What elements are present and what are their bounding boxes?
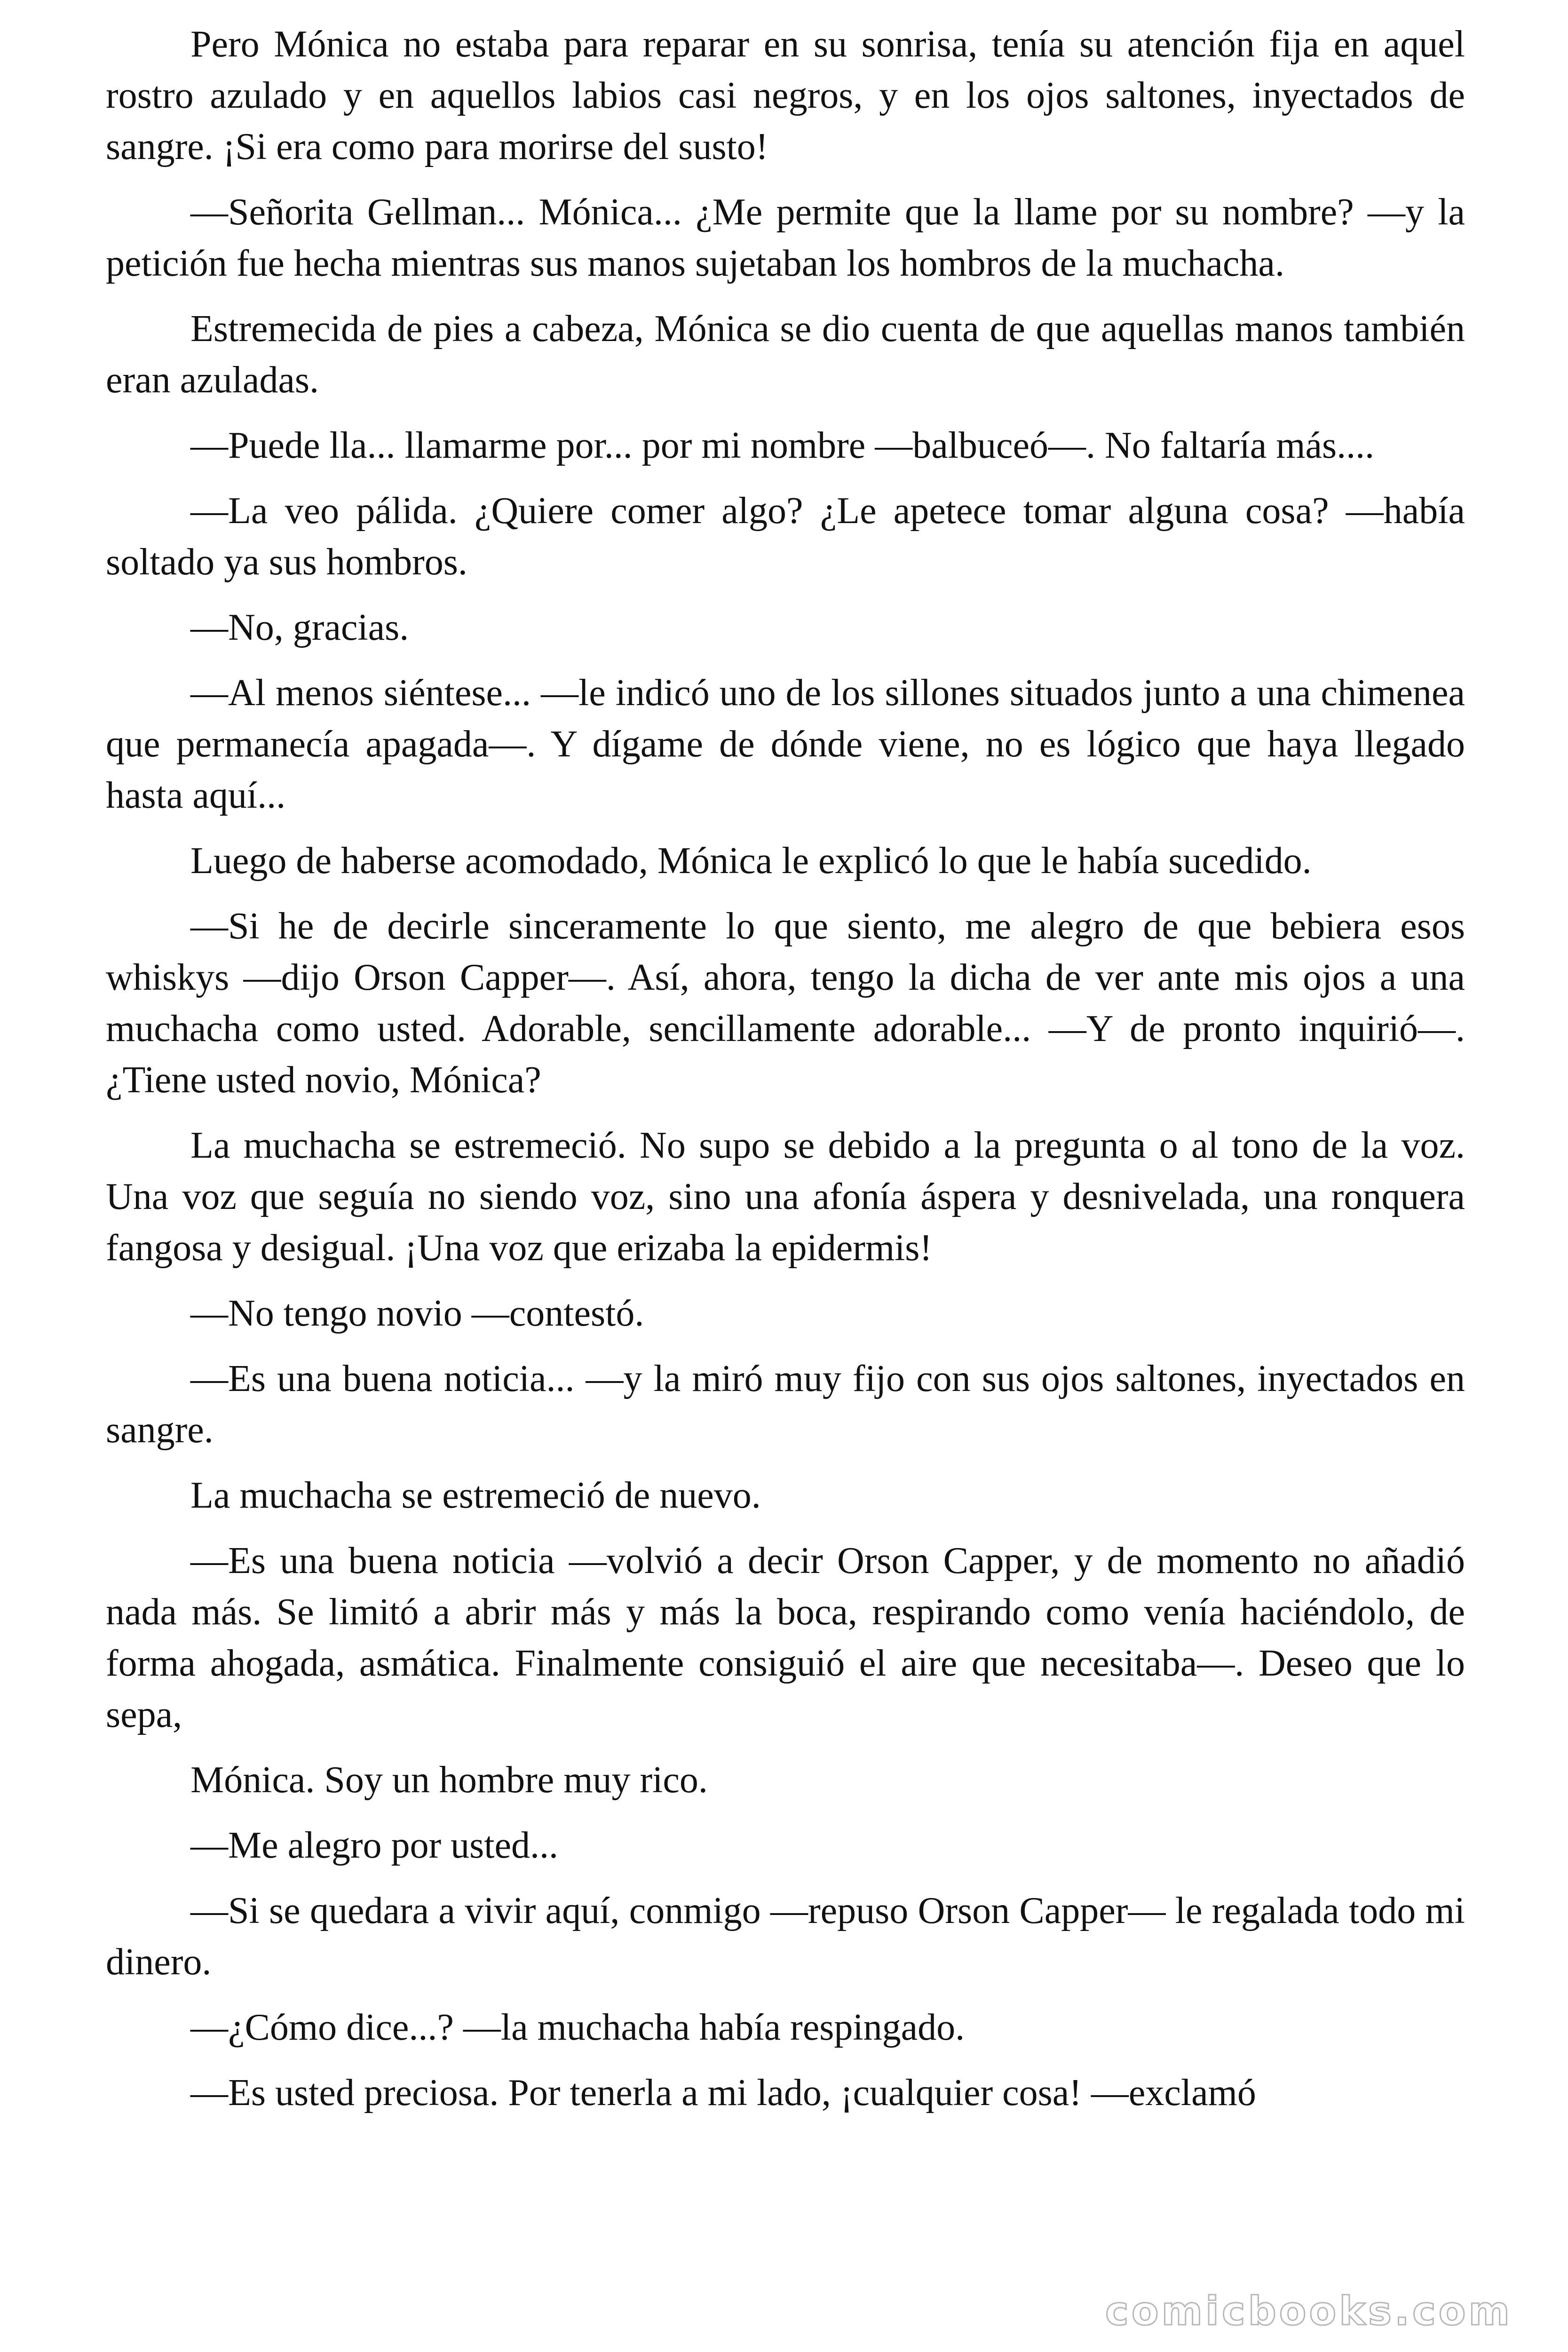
paragraph: —Señorita Gellman... Mónica... ¿Me permite que la llame por su nombre? —y la petición fue hecha mientras sus manos sujetaban los hombros de la muchacha. <box>106 191 1465 284</box>
paragraph: —La veo pálida. ¿Quiere comer algo? ¿Le apetece tomar alguna cosa? —había soltado ya sus hombros. <box>106 490 1465 583</box>
paragraph: —Si se quedara a vivir aquí, conmigo —repuso Orson Capper— le regalada todo mi dinero. <box>106 1890 1465 1983</box>
paragraph: La muchacha se estremeció. No supo se debido a la pregunta o al tono de la voz. Una voz que seguía no siendo voz, sino una afonía áspera y desnivelada, una ronquera fangosa y desigual. ¡Una voz que erizaba la epidermis! <box>106 1125 1465 1269</box>
paragraph: Luego de haberse acomodado, Mónica le explicó lo que le había sucedido. <box>190 840 1312 882</box>
paragraph: —¿Cómo dice...? —la muchacha había respingado. <box>190 2007 965 2048</box>
paragraph: —Es una buena noticia... —y la miró muy fijo con sus ojos saltones, inyectados en sangre. <box>106 1358 1465 1451</box>
paragraph: —No tengo novio —contestó. <box>190 1293 644 1334</box>
watermark: comicbooks.com <box>1101 2288 1516 2334</box>
paragraph: —Me alegro por usted... <box>190 1825 559 1866</box>
paragraph: Mónica. Soy un hombre muy rico. <box>190 1759 708 1801</box>
paragraph: —Al menos siéntese... —le indicó uno de los sillones situados junto a una chimenea que permanecía apagada—. Y dígame de dónde viene, no es lógico que haya llegado hasta aquí... <box>106 672 1465 816</box>
paragraph: —Es una buena noticia —volvió a decir Orson Capper, y de momento no añadió nada más. Se limitó a abrir más y más la boca, respirando como venía haciéndolo, de forma ahogada, asmática. Finalmente consiguió el aire que necesitaba—. Deseo que lo sepa, <box>106 1540 1465 1735</box>
paragraph: —Puede lla... llamarme por... por mi nombre —balbuceó—. No faltaría más.... <box>190 425 1375 466</box>
paragraph: —Si he de decirle sinceramente lo que siento, me alegro de que bebiera esos whiskys —dijo Orson Capper—. Así, ahora, tengo la dicha de ver ante mis ojos a una muchacha como usted. Adorable, sencillamente adorable... —Y de pronto inquirió—. ¿Tiene usted novio, Mónica? <box>106 906 1465 1101</box>
body-text <box>106 19 1465 2133</box>
paragraph: La muchacha se estremeció de nuevo. <box>190 1475 761 1516</box>
paragraph: Pero Mónica no estaba para reparar en su sonrisa, tenía su atención fija en aquel rostro azulado y en aquellos labios casi negros, y en los ojos saltones, inyectados de sangre. ¡Si era como para morirse del susto! <box>106 24 1465 167</box>
paragraph: —No, gracias. <box>190 607 409 648</box>
paragraph: —Es usted preciosa. Por tenerla a mi lado, ¡cualquier cosa! —exclamó <box>190 2072 1256 2114</box>
paragraph: Estremecida de pies a cabeza, Mónica se dio cuenta de que aquellas manos también eran azuladas. <box>106 308 1465 401</box>
